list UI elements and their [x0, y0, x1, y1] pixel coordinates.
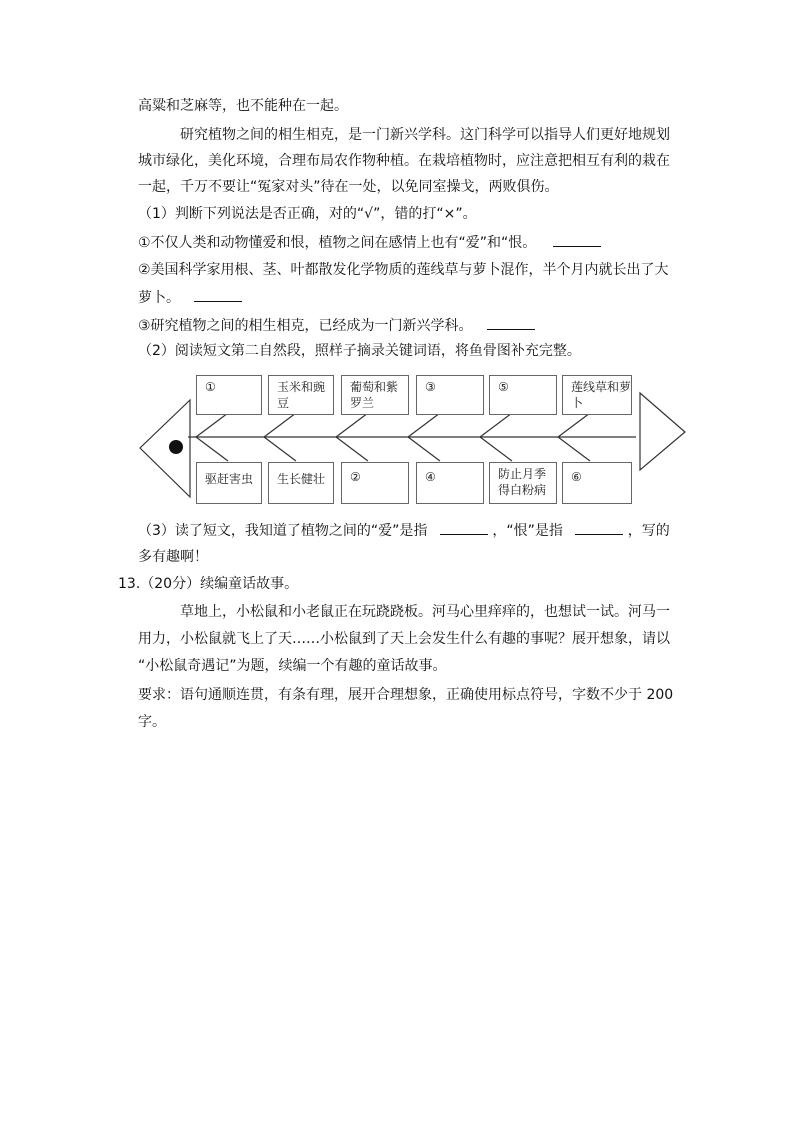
fishbone-box-top-6: 莲线草和萝卜 [562, 375, 632, 415]
fishbone-box-bottom-5: 防止月季得白粉病 [489, 462, 557, 504]
fishbone-box-top-4[interactable]: ③ [416, 375, 484, 415]
item-text: ③研究植物之间的相生相克，已经成为一门新兴学科。 [138, 318, 473, 334]
fishbone-box-bottom-6[interactable]: ⑥ [562, 462, 632, 504]
fishbone-box-top-1[interactable]: ① [196, 375, 262, 415]
paragraph-line: 研究植物之间的相生相克，是一门新兴学科。这门科学可以指导人们更好地规划 [180, 127, 670, 143]
paragraph-line: 城市绿化，美化环境，合理布局农作物种植。在栽培植物时，应注意把相互有利的栽在 [138, 153, 670, 169]
paragraph-line: 一起，千万不要让“冤家对头”待在一处，以免同室操戈，两败俱伤。 [138, 179, 559, 195]
fish-eye [169, 440, 183, 454]
question-13-requirement-cont: 字。 [138, 714, 166, 730]
fishbone-box-top-3: 葡萄和紫罗兰 [341, 375, 409, 415]
question-13-line: “小松鼠奇遇记”为题，续编一个有趣的童话故事。 [138, 658, 447, 674]
answer-blank-hate[interactable] [575, 520, 623, 535]
question-1-stem: （1）判断下列说法是否正确，对的“√”，错的打“×”。 [138, 206, 477, 222]
q3-text-c: ，写的 [627, 523, 670, 539]
fishbone-lines [0, 0, 794, 520]
q3-text-a: （3）读了短文，我知道了植物之间的“爱”是指 [138, 523, 428, 539]
question-2-stem: （2）阅读短文第二自然段，照样子摘录关键词语，将鱼骨图补充完整。 [138, 343, 581, 359]
fish-tail [640, 393, 685, 470]
answer-blank-love[interactable] [440, 520, 488, 535]
fishbone-box-top-5[interactable]: ⑤ [489, 375, 557, 415]
question-1-item-2: ②美国科学家用根、茎、叶都散发化学物质的莲线草与萝卜混作，半个月内就长出了大 [138, 262, 669, 278]
fishbone-box-top-2: 玉米和豌豆 [268, 375, 334, 415]
item-text: ①不仅人类和动物懂爱和恨，植物之间在感情上也有“爱”和“恨。 [138, 235, 537, 251]
paragraph-line: 高粱和芝麻等，也不能种在一起。 [138, 98, 348, 114]
fishbone-box-bottom-4[interactable]: ④ [416, 462, 484, 504]
q3-text-b: ，“恨”是指 [492, 523, 563, 539]
question-13-line: 草地上，小松鼠和小老鼠正在玩跷跷板。河马心里痒痒的，也想试一试。河马一 [180, 604, 670, 620]
fishbone-box-bottom-3[interactable]: ② [341, 462, 409, 504]
item-text: 萝卜。 [138, 290, 180, 306]
question-13-header: 13.（20分）续编童话故事。 [118, 576, 299, 592]
question-13-requirement: 要求：语句通顺连贯，有条有理，展开合理想象，正确使用标点符号，字数不少于 200 [138, 687, 674, 703]
question-13-line: 用力，小松鼠就飞上了天……小松鼠到了天上会发生什么有趣的事呢？展开想象，请以 [138, 631, 670, 647]
question-3-stem [138, 520, 670, 540]
fishbone-box-bottom-1: 驱赶害虫 [196, 462, 262, 504]
fishbone-box-bottom-2: 生长健壮 [268, 462, 334, 504]
question-3-line-2: 多有趣啊！ [138, 549, 208, 565]
